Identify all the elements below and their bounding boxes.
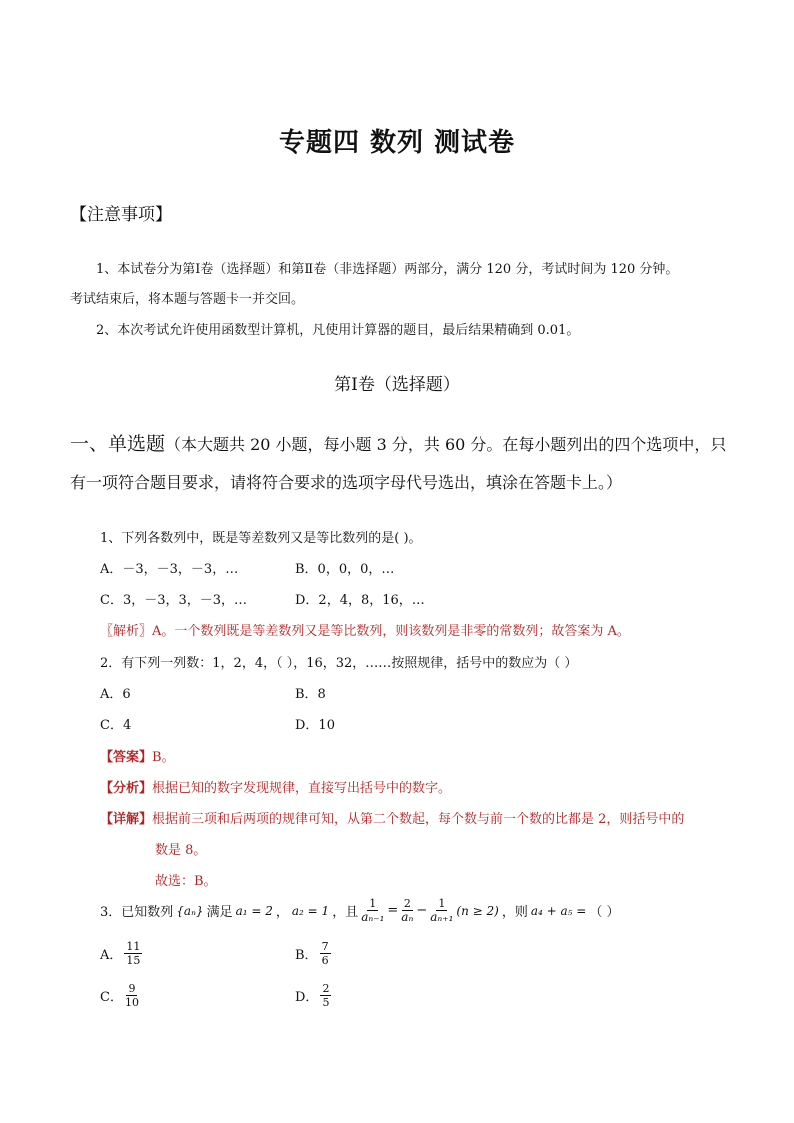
q2-option-c: C．4 xyxy=(100,718,132,733)
q2-option-a: A．6 xyxy=(100,687,131,702)
section-heading xyxy=(70,429,726,456)
q2-detail: 【详解】根据前三项和后两项的规律可知，从第二个数起，每个数与前一个数的比都是 2，则括号中的 xyxy=(100,812,685,827)
analysis-tag: 【分析】 xyxy=(100,781,153,796)
q2-choice: 故选：B。 xyxy=(155,874,217,889)
notice-item-2: 2、本次考试允许使用函数型计算机，凡使用计算器的题目，最后结果精确到 0.01。 xyxy=(96,323,580,338)
q3-option-d: D． $\frac{2}{5}$ xyxy=(295,982,330,1009)
q2-stem: 2．有下列一列数：1，2，4，（ ），16，32，……按照规律，括号中的数应为（ ） xyxy=(100,656,578,671)
q1-analysis: 〖解析〗A。一个数列既是等差数列又是等比数列，则该数列是非零的常数列；故答案为 A。 xyxy=(100,624,630,639)
q1-option-c: C．3，－3，3，－3，… xyxy=(100,593,248,608)
page-title: 专题四 数列 测试卷 xyxy=(278,128,516,158)
fraction: $\frac{2}{\text{aₙ}}$ xyxy=(401,897,414,924)
volume-heading: 第Ⅰ卷（选择题） xyxy=(334,375,460,395)
q2-answer: 【答案】B。 xyxy=(100,750,175,765)
q2-analysis: 【分析】根据已知的数字发现规律，直接写出括号中的数字。 xyxy=(100,781,452,796)
q3-option-a: A． $\frac{11}{15}$ xyxy=(100,940,141,967)
notice-item-1-cont: 考试结束后，将本题与答题卡一并交回。 xyxy=(70,292,305,307)
q1-option-a: A．－3，－3，－3，… xyxy=(100,562,239,577)
q3-stem: 3．已知数列 {aₙ} 满足 a₁ = 2 ， a₂ = 1 ，且 $\frac{1}{\text{aₙ₋₁}}$ = $\frac{2}{\text{aₙ}}$ − $\frac{1}{\text{aₙ₊₁}}$ (n ≥ 2) ，则 a₄ + a₅ = （ ） xyxy=(100,897,620,924)
q3-option-c: C． $\frac{9}{10}$ xyxy=(100,982,139,1009)
section-title: 一、单选题 xyxy=(70,433,166,455)
answer-tag: 【答案】 xyxy=(100,750,153,765)
notice-item-1: 1、本试卷分为第Ⅰ卷（选择题）和第Ⅱ卷（非选择题）两部分，满分 120 分，考试时间为 120 分钟。 xyxy=(96,262,679,277)
q3-option-b: B． $\frac{7}{6}$ xyxy=(295,940,329,967)
seq-symbol: {aₙ} xyxy=(176,903,204,918)
notice-heading: 【注意事项】 xyxy=(70,205,172,225)
section-desc-cont: 有一项符合题目要求，请将符合要求的选项字母代号选出，填涂在答题卡上。） xyxy=(70,473,623,492)
section-desc: （本大题共 20 小题，每小题 3 分，共 60 分。在每小题列出的四个选项中，只 xyxy=(165,435,727,454)
q2-option-d: D．10 xyxy=(295,718,335,733)
q2-detail-cont: 数是 8。 xyxy=(155,843,207,858)
fraction: $\frac{1}{\text{aₙ₊₁}}$ xyxy=(430,897,454,924)
q2-option-b: B．8 xyxy=(295,687,326,702)
q1-option-b: B．0，0，0，… xyxy=(295,562,395,577)
detail-tag: 【详解】 xyxy=(100,812,153,827)
q1-stem: 1、下列各数列中，既是等差数列又是等比数列的是( )。 xyxy=(100,531,422,546)
q1-option-d: D．2，4，8，16，… xyxy=(295,593,425,608)
fraction: $\frac{1}{\text{aₙ₋₁}}$ xyxy=(361,897,385,924)
